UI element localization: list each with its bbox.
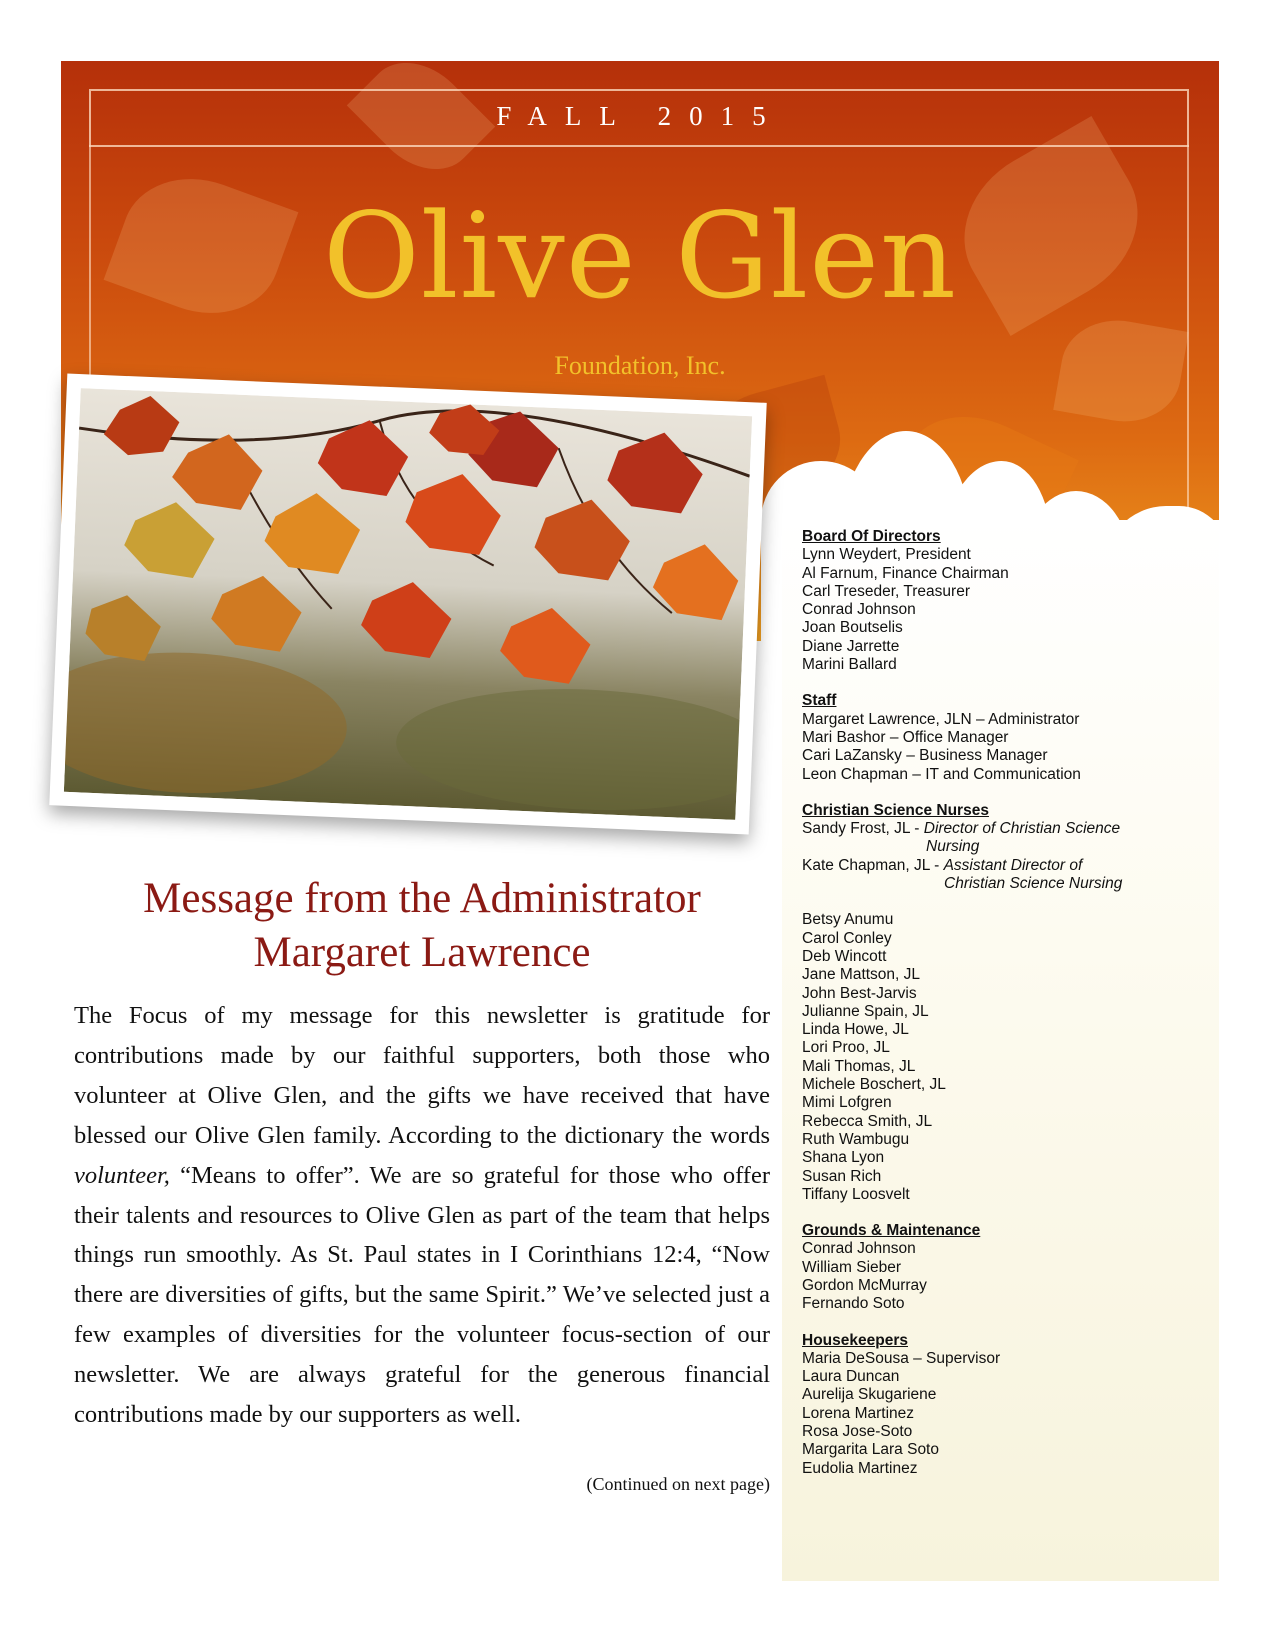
housekeeper-member: Lorena Martinez — [802, 1404, 915, 1422]
grounds-member: Conrad Johnson — [802, 1240, 916, 1258]
nurse-member: Mali Thomas, JL — [802, 1057, 916, 1075]
nurse-lead-role: Assistant Director of — [943, 856, 1083, 874]
grounds-heading: Grounds & Maintenance — [802, 1222, 981, 1240]
newsletter-title: Olive Glen — [322, 187, 958, 325]
nurses-section — [802, 802, 1202, 1204]
board-member: Marini Ballard — [802, 656, 897, 674]
housekeeper-member: Eudolia Martinez — [802, 1459, 918, 1477]
article-author: Margaret Lawrence — [253, 929, 591, 976]
article-text: The Focus of my message for this newsletter is gratitude for contributions made by our faithful supporters, both those who volunteer at Olive Glen, and the gifts we have received that have blessed our Olive Glen family. According to the dictionary the words — [74, 1002, 770, 1149]
sidebar-panel — [782, 520, 1219, 1581]
board-member: Conrad Johnson — [802, 601, 916, 619]
housekeeper-member: Laura Duncan — [802, 1368, 900, 1386]
housekeeper-member: Rosa Jose-Soto — [802, 1423, 913, 1441]
article-text: “Means to offer”. We are so grateful for those who offer their talents and resources to Olive Glen as part of the team that helps things run smoothly. As St. Paul states in I Corinthians 12:4, “Now there are diversities of gifts, but the same Spirit.” We’ve selected just a few examples of diversities for the volunteer focus-section of our newsletter. We are always grateful for the generous financial contributions made by our supporters as well. — [74, 1161, 770, 1429]
banner-frame-divider — [89, 145, 1189, 147]
staff-heading: Staff — [802, 692, 837, 710]
staff-section — [802, 692, 1202, 783]
nurse-member: Rebecca Smith, JL — [802, 1112, 933, 1130]
staff-member: Cari LaZansky – Business Manager — [802, 747, 1048, 765]
autumn-leaves-photo — [49, 374, 766, 835]
nurse-member: Mimi Lofgren — [802, 1094, 892, 1112]
nurse-member: Ruth Wambugu — [802, 1130, 910, 1148]
nurse-member: Deb Wincott — [802, 947, 887, 965]
board-heading: Board Of Directors — [802, 528, 941, 545]
nurse-lead-name: Kate Chapman, JL - — [802, 856, 944, 874]
article-emphasis: volunteer, — [74, 1161, 170, 1189]
nurse-lead-role-cont: Christian Science Nursing — [944, 875, 1123, 893]
maple-leaves-image — [64, 388, 752, 820]
board-member: Diane Jarrette — [802, 637, 900, 655]
grounds-section — [802, 1222, 1202, 1313]
nurse-member: Michele Boschert, JL — [802, 1076, 946, 1094]
grounds-member: Fernando Soto — [802, 1295, 905, 1313]
housekeepers-section — [802, 1332, 1202, 1478]
nurse-member: Jane Mattson, JL — [802, 966, 921, 984]
staff-member: Mari Bashor – Office Manager — [802, 728, 1009, 746]
housekeeper-member: Margarita Lara Soto — [802, 1441, 939, 1459]
nurse-member: John Best-Jarvis — [802, 984, 917, 1002]
nurse-member: Betsy Anumu — [802, 911, 894, 929]
nurse-member: Shana Lyon — [802, 1149, 885, 1167]
nurse-lead-name: Sandy Frost, JL - — [802, 820, 924, 838]
nurse-lead — [802, 820, 1202, 838]
nurse-member: Julianne Spain, JL — [802, 1002, 929, 1020]
nurse-member: Carol Conley — [802, 929, 892, 947]
newsletter-subtitle: Foundation, Inc. — [554, 351, 726, 380]
nurse-member: Susan Rich — [802, 1167, 882, 1185]
nurse-lead-role-cont: Nursing — [926, 838, 980, 856]
article-body — [74, 996, 770, 1435]
housekeeper-member: Aurelija Skugariene — [802, 1386, 937, 1404]
staff-directory — [802, 528, 1202, 1496]
board-member: Joan Boutselis — [802, 619, 903, 637]
board-member: Al Farnum, Finance Chairman — [802, 564, 1009, 582]
housekeepers-heading: Housekeepers — [802, 1331, 908, 1349]
housekeeper-member: Maria DeSousa – Supervisor — [802, 1349, 1001, 1367]
nurse-member: Lori Proo, JL — [802, 1039, 890, 1057]
board-member: Carl Treseder, Treasurer — [802, 582, 970, 600]
staff-member: Leon Chapman – IT and Communication — [802, 765, 1081, 783]
continued-note: (Continued on next page) — [586, 1474, 770, 1494]
board-member: Lynn Weydert, President — [802, 546, 971, 564]
issue-season: FALL 2015 — [496, 101, 784, 131]
nurse-lead — [802, 857, 1202, 875]
grounds-member: William Sieber — [802, 1258, 902, 1276]
article-title — [72, 872, 772, 980]
nurse-member: Linda Howe, JL — [802, 1021, 909, 1039]
board-section — [802, 528, 1202, 674]
nurse-lead-role: Director of Christian Science — [923, 820, 1121, 838]
spacer — [802, 893, 1202, 911]
nurse-member: Tiffany Loosvelt — [802, 1185, 910, 1203]
article-title-line: Message from the Administrator — [143, 875, 701, 922]
staff-member: Margaret Lawrence, JLN – Administrator — [802, 710, 1080, 728]
nurses-heading: Christian Science Nurses — [802, 801, 989, 819]
grounds-member: Gordon McMurray — [802, 1276, 927, 1294]
